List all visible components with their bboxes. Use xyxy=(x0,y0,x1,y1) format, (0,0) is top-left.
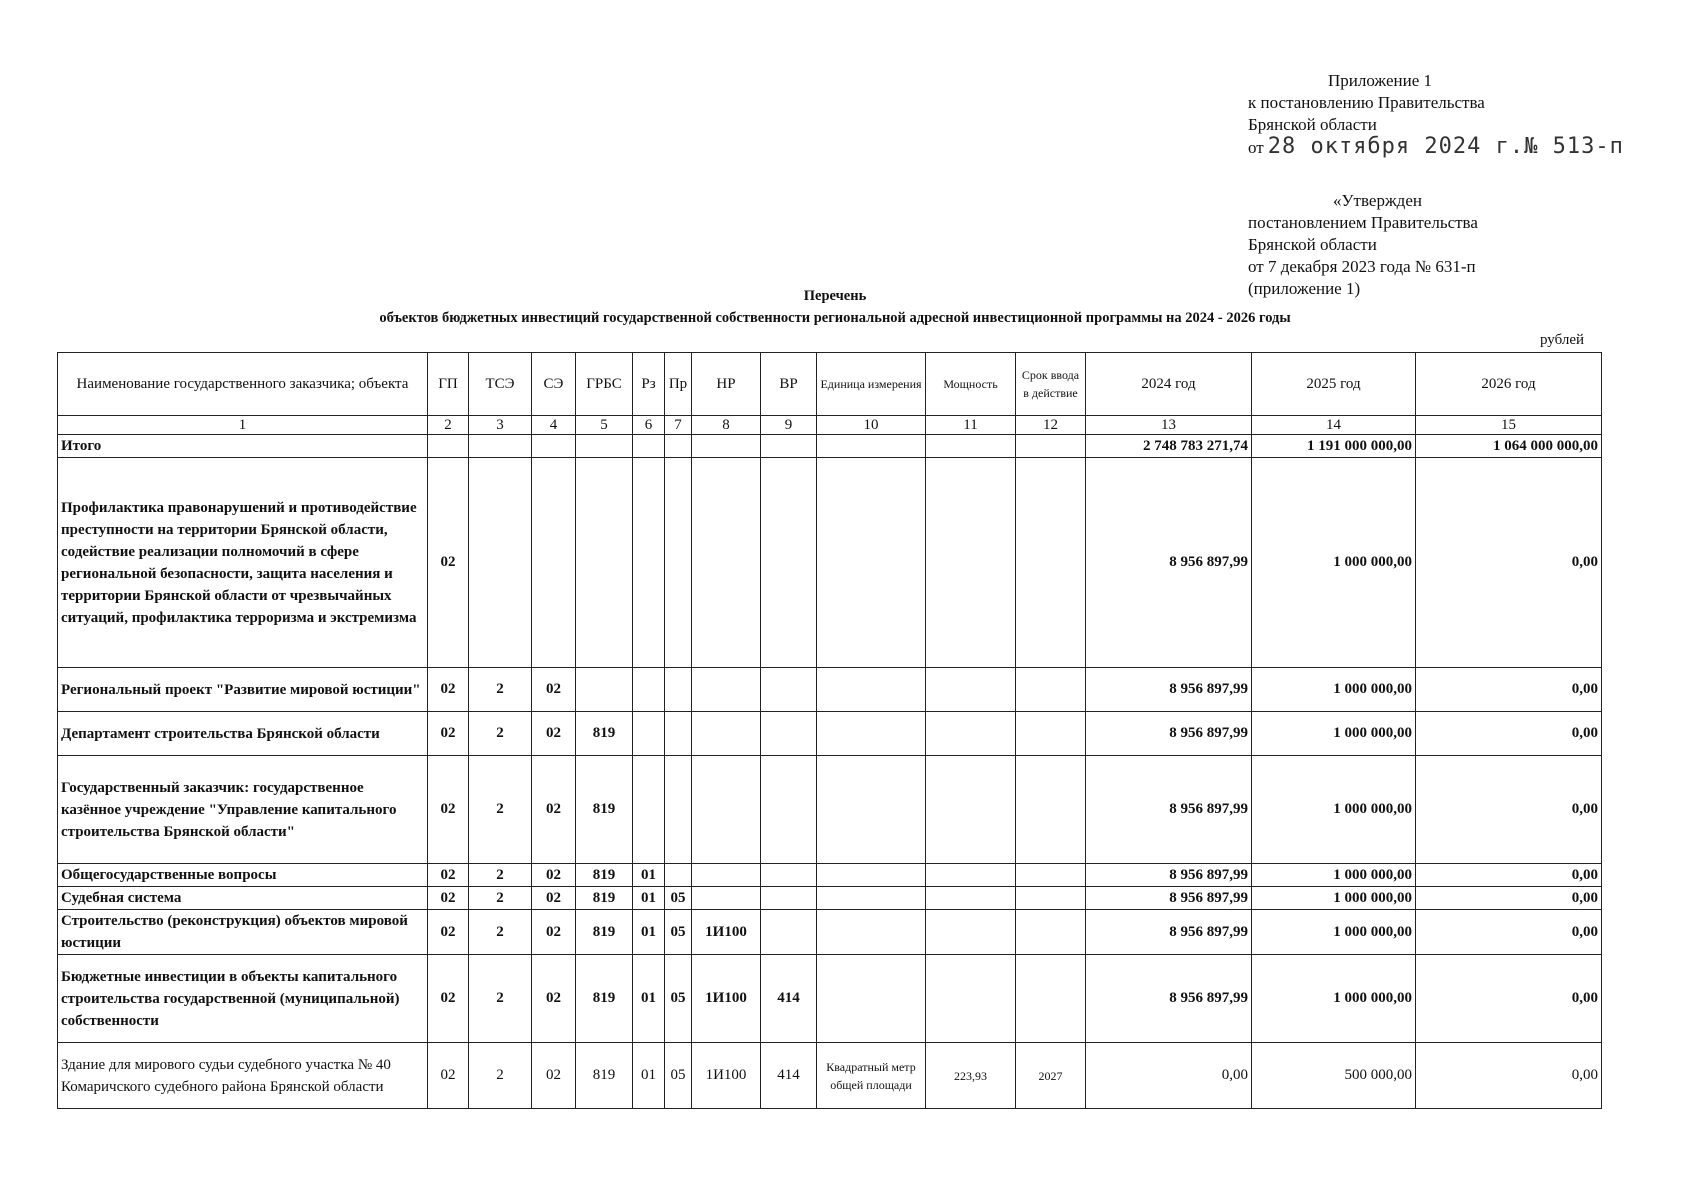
cell-tse: 2 xyxy=(469,668,532,712)
table-row xyxy=(58,435,1602,458)
cell-name: Региональный проект "Развитие мировой юстиции" xyxy=(58,668,428,712)
table-row xyxy=(58,955,1602,1043)
cell-tse xyxy=(469,435,532,458)
cell-pr xyxy=(665,435,692,458)
cell-pr xyxy=(665,458,692,668)
cell-gp: 02 xyxy=(428,864,469,887)
cell-pr xyxy=(665,756,692,864)
table-row xyxy=(58,1043,1602,1109)
cell-pr: 05 xyxy=(665,1043,692,1109)
cell-gp: 02 xyxy=(428,458,469,668)
document-subtitle: объектов бюджетных инвестиций государственной собственности региональной адресной инвестиционной программы на 2024 - 2026 годы xyxy=(379,310,1291,326)
approved-block xyxy=(1248,190,1478,300)
cell-se: 02 xyxy=(532,668,576,712)
col-header-capacity: Мощность xyxy=(926,353,1016,416)
cell-amount-2025: 1 191 000 000,00 xyxy=(1252,435,1416,458)
header-row xyxy=(58,353,1602,416)
cell-gp: 02 xyxy=(428,910,469,955)
cell-vr xyxy=(761,756,817,864)
cell-vr xyxy=(761,887,817,910)
cell-nr xyxy=(692,668,761,712)
cell-name: Общегосударственные вопросы xyxy=(58,864,428,887)
cell-nr xyxy=(692,435,761,458)
col-header-name: Наименование государственного заказчика; объекта xyxy=(58,353,428,416)
cell-vr xyxy=(761,910,817,955)
cell-amount-2026: 0,00 xyxy=(1416,1043,1602,1109)
cell-capacity xyxy=(926,668,1016,712)
cell-nr: 1И100 xyxy=(692,910,761,955)
cell-grbs: 819 xyxy=(576,955,633,1043)
cell-commission-date xyxy=(1016,668,1086,712)
cell-vr xyxy=(761,435,817,458)
column-number-cell: 13 xyxy=(1086,416,1252,435)
approved-line: (приложение 1) xyxy=(1248,279,1361,298)
cell-se: 02 xyxy=(532,910,576,955)
cell-vr: 414 xyxy=(761,955,817,1043)
col-header-2026: 2026 год xyxy=(1416,353,1602,416)
cell-grbs: 819 xyxy=(576,712,633,756)
cell-rz: 01 xyxy=(633,955,665,1043)
cell-grbs xyxy=(576,668,633,712)
column-number-cell: 12 xyxy=(1016,416,1086,435)
cell-amount-2024: 8 956 897,99 xyxy=(1086,458,1252,668)
cell-amount-2024: 8 956 897,99 xyxy=(1086,887,1252,910)
cell-rz: 01 xyxy=(633,864,665,887)
appendix-line: к постановлению Правительства xyxy=(1248,93,1485,112)
cell-commission-date xyxy=(1016,756,1086,864)
cell-amount-2025: 1 000 000,00 xyxy=(1252,756,1416,864)
cell-se: 02 xyxy=(532,712,576,756)
approved-line: от 7 декабря 2023 года № 631-п xyxy=(1248,257,1476,276)
cell-se: 02 xyxy=(532,864,576,887)
cell-gp: 02 xyxy=(428,668,469,712)
approved-line: постановлением Правительства xyxy=(1248,213,1478,232)
column-number-cell: 2 xyxy=(428,416,469,435)
col-header-unit: Единица измерения xyxy=(817,353,926,416)
column-number-cell: 7 xyxy=(665,416,692,435)
cell-commission-date xyxy=(1016,955,1086,1043)
col-header-gp: ГП xyxy=(428,353,469,416)
cell-capacity xyxy=(926,458,1016,668)
sign-prefix: от xyxy=(1248,138,1264,157)
cell-nr xyxy=(692,458,761,668)
cell-rz: 01 xyxy=(633,1043,665,1109)
cell-amount-2025: 1 000 000,00 xyxy=(1252,668,1416,712)
table-row xyxy=(58,458,1602,668)
cell-capacity xyxy=(926,435,1016,458)
cell-amount-2025: 500 000,00 xyxy=(1252,1043,1416,1109)
cell-se: 02 xyxy=(532,756,576,864)
column-number-row xyxy=(58,416,1602,435)
cell-grbs: 819 xyxy=(576,864,633,887)
cell-name: Профилактика правонарушений и противодействие преступности на территории Брянской области, содействие реализации полномочий в сфере региональной безопасности, защита населения и территории Брянской области от чрезвычайных ситуаций, профилактика терроризма и экстремизма xyxy=(58,458,428,668)
cell-unit: Квадратный метр общей площади xyxy=(817,1043,926,1109)
col-header-nr: НР xyxy=(692,353,761,416)
col-header-rz: Рз xyxy=(633,353,665,416)
cell-pr: 05 xyxy=(665,910,692,955)
appendix-block xyxy=(1248,70,1624,159)
cell-se: 02 xyxy=(532,955,576,1043)
cell-unit xyxy=(817,864,926,887)
cell-se: 02 xyxy=(532,1043,576,1109)
handwritten-date-number: 28 октября 2024 г.№ 513-п xyxy=(1267,134,1624,159)
column-number-cell: 3 xyxy=(469,416,532,435)
investment-table xyxy=(57,352,1602,1109)
cell-rz: 01 xyxy=(633,910,665,955)
col-header-grbs: ГРБС xyxy=(576,353,633,416)
cell-amount-2025: 1 000 000,00 xyxy=(1252,910,1416,955)
cell-tse xyxy=(469,458,532,668)
table-row xyxy=(58,887,1602,910)
column-number-cell: 5 xyxy=(576,416,633,435)
cell-capacity xyxy=(926,864,1016,887)
cell-grbs xyxy=(576,458,633,668)
table-row xyxy=(58,712,1602,756)
cell-tse: 2 xyxy=(469,756,532,864)
cell-name: Бюджетные инвестиции в объекты капитального строительства государственной (муниципальной) собственности xyxy=(58,955,428,1043)
cell-capacity xyxy=(926,712,1016,756)
cell-grbs: 819 xyxy=(576,887,633,910)
cell-se xyxy=(532,458,576,668)
table-row xyxy=(58,864,1602,887)
cell-name: Итого xyxy=(58,435,428,458)
appendix-line: Приложение 1 xyxy=(1328,71,1432,90)
cell-nr: 1И100 xyxy=(692,955,761,1043)
cell-amount-2026: 1 064 000 000,00 xyxy=(1416,435,1602,458)
column-number-cell: 10 xyxy=(817,416,926,435)
cell-tse: 2 xyxy=(469,910,532,955)
cell-rz xyxy=(633,458,665,668)
cell-capacity xyxy=(926,955,1016,1043)
cell-vr xyxy=(761,864,817,887)
approved-line: Брянской области xyxy=(1248,235,1377,254)
cell-amount-2026: 0,00 xyxy=(1416,458,1602,668)
cell-amount-2024: 0,00 xyxy=(1086,1043,1252,1109)
col-header-tse: ТСЭ xyxy=(469,353,532,416)
col-header-se: СЭ xyxy=(532,353,576,416)
cell-rz xyxy=(633,712,665,756)
column-number-cell: 8 xyxy=(692,416,761,435)
cell-capacity xyxy=(926,887,1016,910)
cell-amount-2025: 1 000 000,00 xyxy=(1252,887,1416,910)
col-header-commission-date: Срок ввода в действие xyxy=(1016,353,1086,416)
cell-pr: 05 xyxy=(665,955,692,1043)
cell-capacity xyxy=(926,756,1016,864)
column-number-cell: 9 xyxy=(761,416,817,435)
cell-amount-2024: 8 956 897,99 xyxy=(1086,668,1252,712)
cell-unit xyxy=(817,458,926,668)
cell-amount-2024: 8 956 897,99 xyxy=(1086,712,1252,756)
col-header-vr: ВР xyxy=(761,353,817,416)
cell-name: Судебная система xyxy=(58,887,428,910)
cell-vr xyxy=(761,458,817,668)
cell-se: 02 xyxy=(532,887,576,910)
cell-vr xyxy=(761,712,817,756)
cell-nr xyxy=(692,887,761,910)
cell-amount-2025: 1 000 000,00 xyxy=(1252,712,1416,756)
column-number-cell: 11 xyxy=(926,416,1016,435)
cell-amount-2026: 0,00 xyxy=(1416,910,1602,955)
cell-tse: 2 xyxy=(469,1043,532,1109)
cell-unit xyxy=(817,435,926,458)
cell-amount-2025: 1 000 000,00 xyxy=(1252,864,1416,887)
cell-name: Здание для мирового судьи судебного участка № 40 Комаричского судебного района Брянской области xyxy=(58,1043,428,1109)
cell-commission-date xyxy=(1016,887,1086,910)
cell-gp: 02 xyxy=(428,712,469,756)
cell-amount-2024: 8 956 897,99 xyxy=(1086,910,1252,955)
cell-pr xyxy=(665,668,692,712)
cell-grbs: 819 xyxy=(576,910,633,955)
cell-amount-2026: 0,00 xyxy=(1416,955,1602,1043)
cell-gp: 02 xyxy=(428,1043,469,1109)
cell-commission-date xyxy=(1016,864,1086,887)
cell-commission-date xyxy=(1016,712,1086,756)
cell-rz xyxy=(633,435,665,458)
cell-nr: 1И100 xyxy=(692,1043,761,1109)
cell-tse: 2 xyxy=(469,712,532,756)
cell-commission-date xyxy=(1016,458,1086,668)
cell-capacity: 223,93 xyxy=(926,1043,1016,1109)
cell-rz xyxy=(633,756,665,864)
cell-amount-2026: 0,00 xyxy=(1416,668,1602,712)
cell-name: Строительство (реконструкция) объектов мировой юстиции xyxy=(58,910,428,955)
column-number-cell: 15 xyxy=(1416,416,1602,435)
cell-amount-2024: 8 956 897,99 xyxy=(1086,756,1252,864)
cell-se xyxy=(532,435,576,458)
cell-amount-2025: 1 000 000,00 xyxy=(1252,955,1416,1043)
cell-gp: 02 xyxy=(428,955,469,1043)
cell-tse: 2 xyxy=(469,887,532,910)
cell-amount-2026: 0,00 xyxy=(1416,887,1602,910)
cell-commission-date xyxy=(1016,435,1086,458)
cell-amount-2024: 8 956 897,99 xyxy=(1086,955,1252,1043)
cell-rz: 01 xyxy=(633,887,665,910)
appendix-signature-line xyxy=(1248,136,1624,159)
approved-line: «Утвержден xyxy=(1333,191,1422,210)
col-header-2024: 2024 год xyxy=(1086,353,1252,416)
cell-grbs: 819 xyxy=(576,1043,633,1109)
cell-commission-date: 2027 xyxy=(1016,1043,1086,1109)
cell-rz xyxy=(633,668,665,712)
column-number-cell: 1 xyxy=(58,416,428,435)
column-number-cell: 4 xyxy=(532,416,576,435)
cell-unit xyxy=(817,756,926,864)
col-header-pr: Пр xyxy=(665,353,692,416)
cell-nr xyxy=(692,756,761,864)
cell-amount-2026: 0,00 xyxy=(1416,864,1602,887)
table-row xyxy=(58,668,1602,712)
cell-amount-2025: 1 000 000,00 xyxy=(1252,458,1416,668)
cell-gp: 02 xyxy=(428,756,469,864)
cell-name: Департамент строительства Брянской области xyxy=(58,712,428,756)
document-title: Перечень xyxy=(803,288,867,304)
cell-unit xyxy=(817,668,926,712)
cell-vr: 414 xyxy=(761,1043,817,1109)
appendix-line: Брянской области xyxy=(1248,115,1377,134)
cell-amount-2026: 0,00 xyxy=(1416,712,1602,756)
cell-tse: 2 xyxy=(469,864,532,887)
table-row xyxy=(58,756,1602,864)
cell-gp: 02 xyxy=(428,887,469,910)
currency-unit: рублей xyxy=(1540,332,1585,348)
cell-unit xyxy=(817,887,926,910)
cell-pr xyxy=(665,864,692,887)
column-number-cell: 6 xyxy=(633,416,665,435)
cell-pr: 05 xyxy=(665,887,692,910)
cell-commission-date xyxy=(1016,910,1086,955)
cell-amount-2024: 8 956 897,99 xyxy=(1086,864,1252,887)
cell-nr xyxy=(692,712,761,756)
cell-grbs xyxy=(576,435,633,458)
col-header-2025: 2025 год xyxy=(1252,353,1416,416)
cell-gp xyxy=(428,435,469,458)
cell-nr xyxy=(692,864,761,887)
cell-unit xyxy=(817,955,926,1043)
cell-amount-2024: 2 748 783 271,74 xyxy=(1086,435,1252,458)
cell-unit xyxy=(817,712,926,756)
cell-unit xyxy=(817,910,926,955)
cell-capacity xyxy=(926,910,1016,955)
cell-pr xyxy=(665,712,692,756)
column-number-cell: 14 xyxy=(1252,416,1416,435)
cell-grbs: 819 xyxy=(576,756,633,864)
cell-amount-2026: 0,00 xyxy=(1416,756,1602,864)
cell-tse: 2 xyxy=(469,955,532,1043)
cell-vr xyxy=(761,668,817,712)
table-row xyxy=(58,910,1602,955)
cell-name: Государственный заказчик: государственное казённое учреждение "Управление капитального строительства Брянской области" xyxy=(58,756,428,864)
